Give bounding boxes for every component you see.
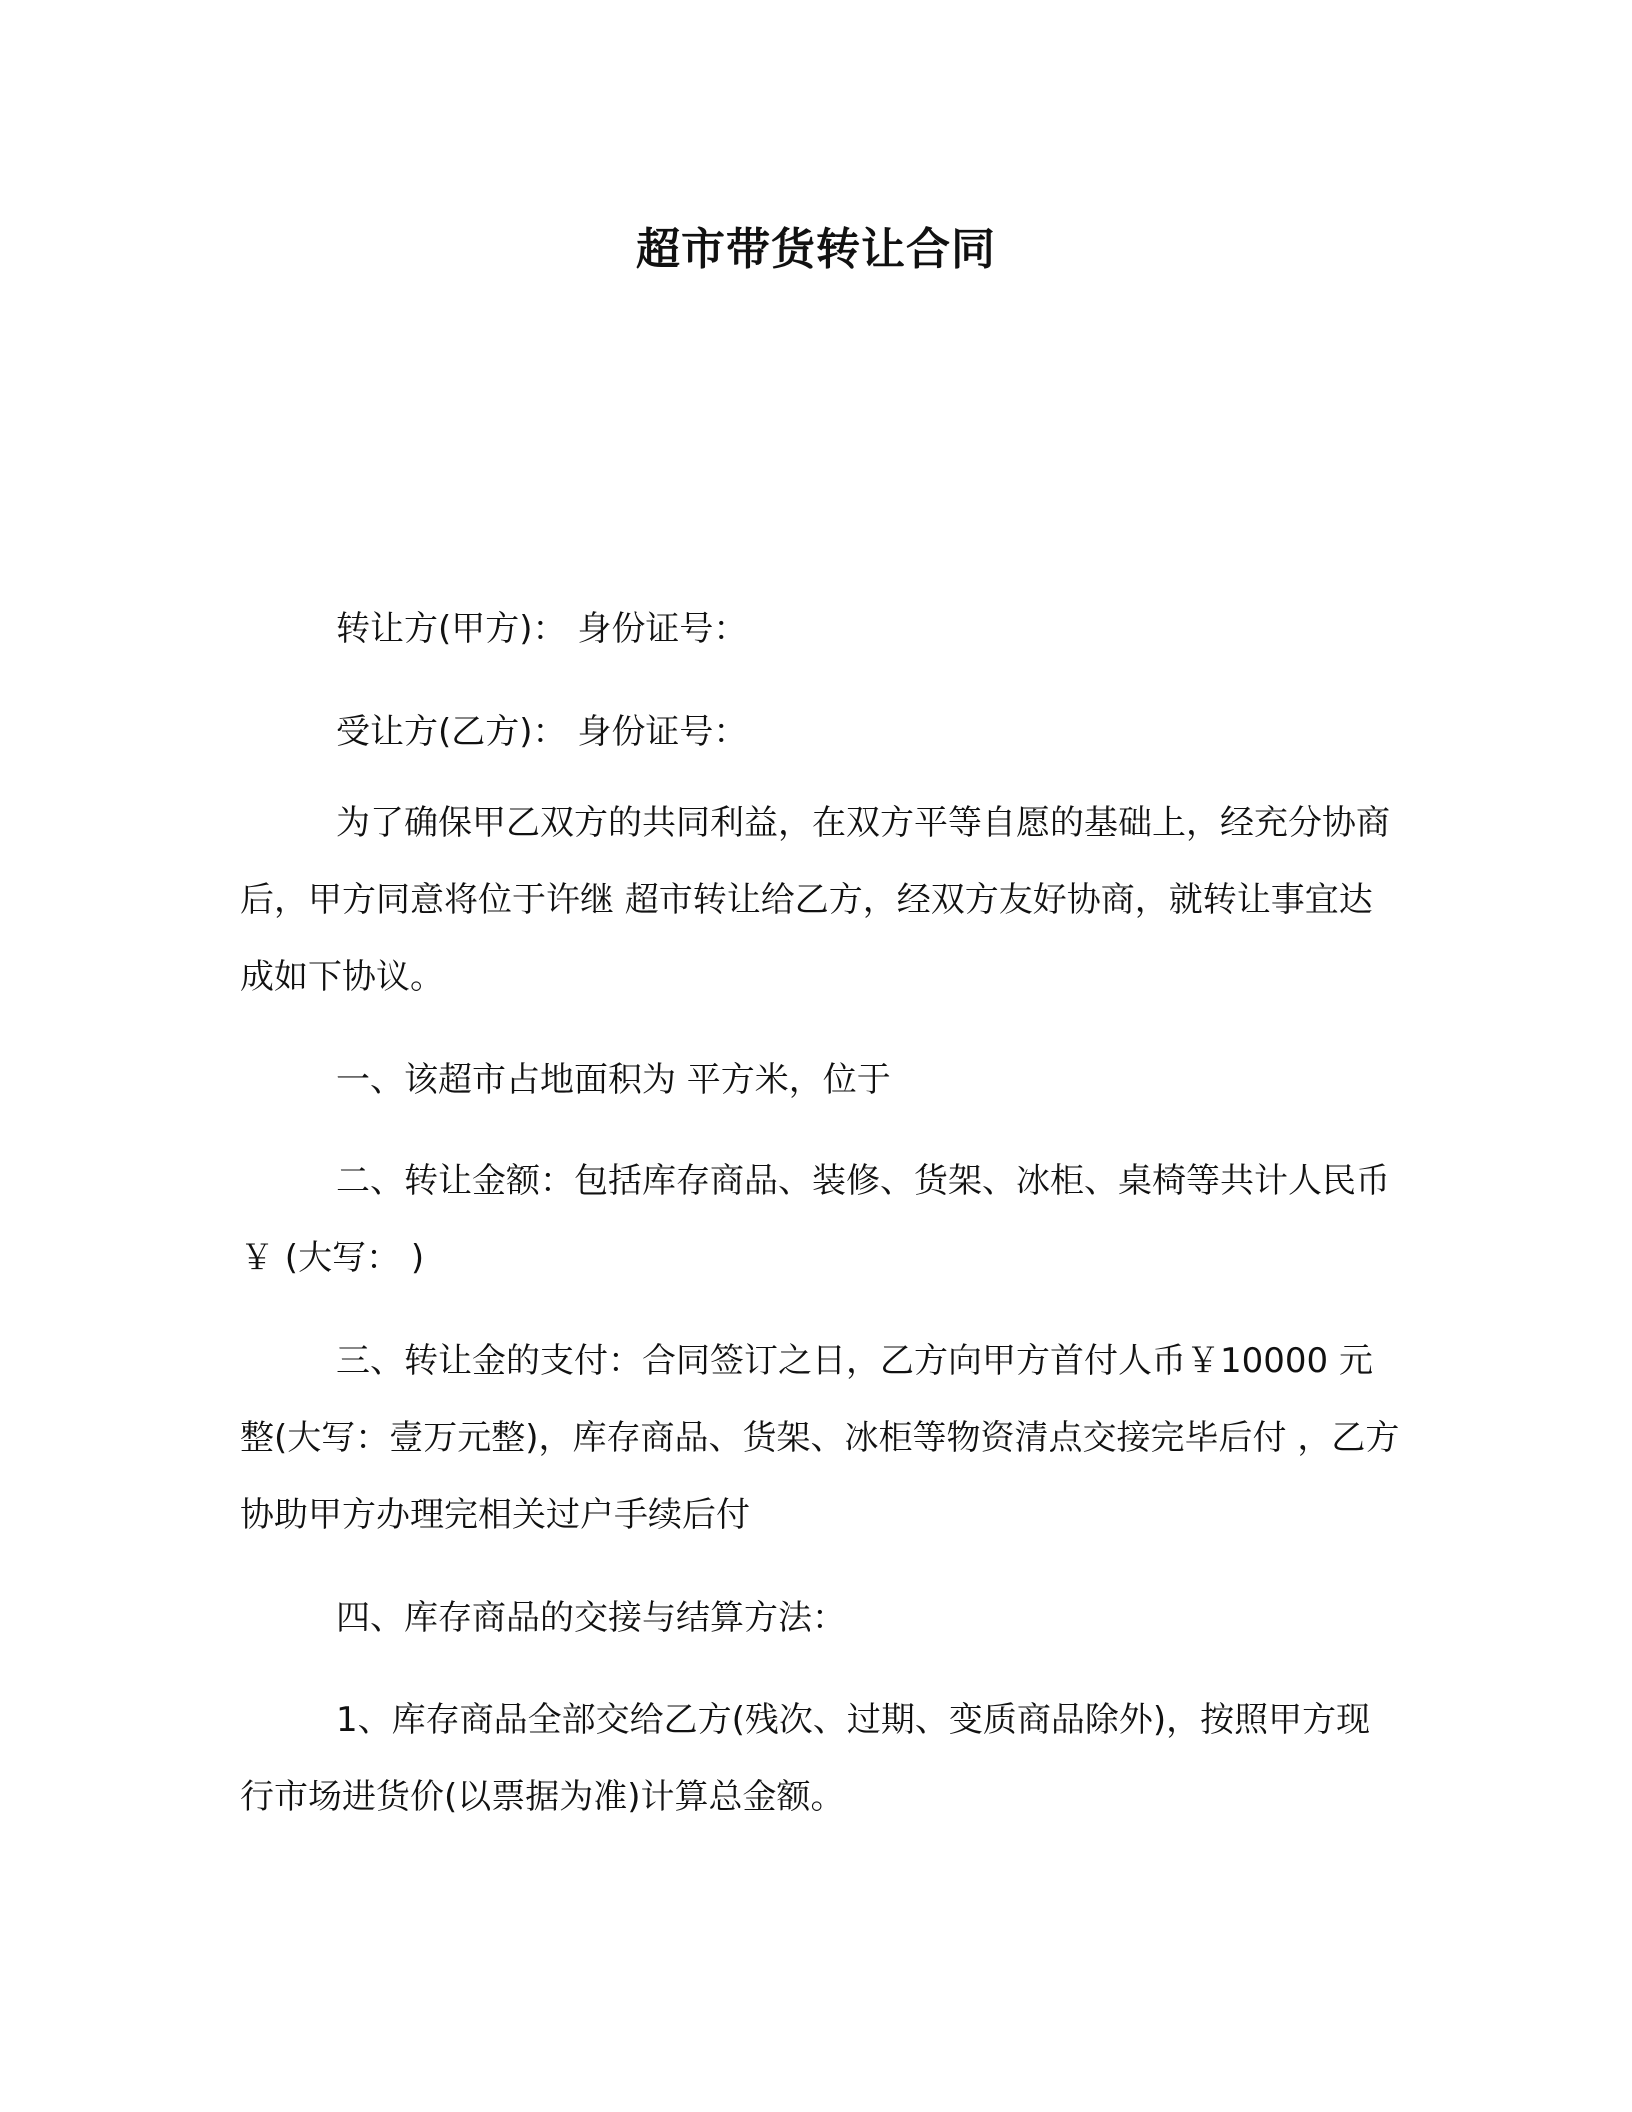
clause-4-item-1: 1、库存商品全部交给乙方(残次、过期、变质商品除外)，按照甲方现行市场进货价(以票据为准)计算总金额。 [240,1700,1371,1817]
clause-3: 三、转让金的支付：合同签订之日，乙方向甲方首付人币￥10000 元整(大写：壹万元整)，库存商品、货架、冰柜等物资清点交接完毕后付 ，乙方协助甲方办理完相关过户手续后付 [240,1341,1400,1535]
clause-2: 二、转让金额：包括库存商品、装修、货架、冰柜、桌椅等共计人民币￥ (大写： ) [240,1161,1390,1278]
clause-1: 一、该超市占地面积为 平方米，位于 [336,1060,891,1100]
party-b-line: 受让方(乙方)： 身份证号： [336,712,748,752]
preamble-paragraph: 为了确保甲乙双方的共同利益，在双方平等自愿的基础上，经充分协商后，甲方同意将位于许继 超市转让给乙方，经双方友好协商，就转让事宜达成如下协议。 [240,803,1390,997]
party-a-line: 转让方(甲方)： 身份证号： [336,609,748,649]
clause-4: 四、库存商品的交接与结算方法： [336,1598,846,1638]
contract-title: 超市带货转让合同 [636,224,996,275]
